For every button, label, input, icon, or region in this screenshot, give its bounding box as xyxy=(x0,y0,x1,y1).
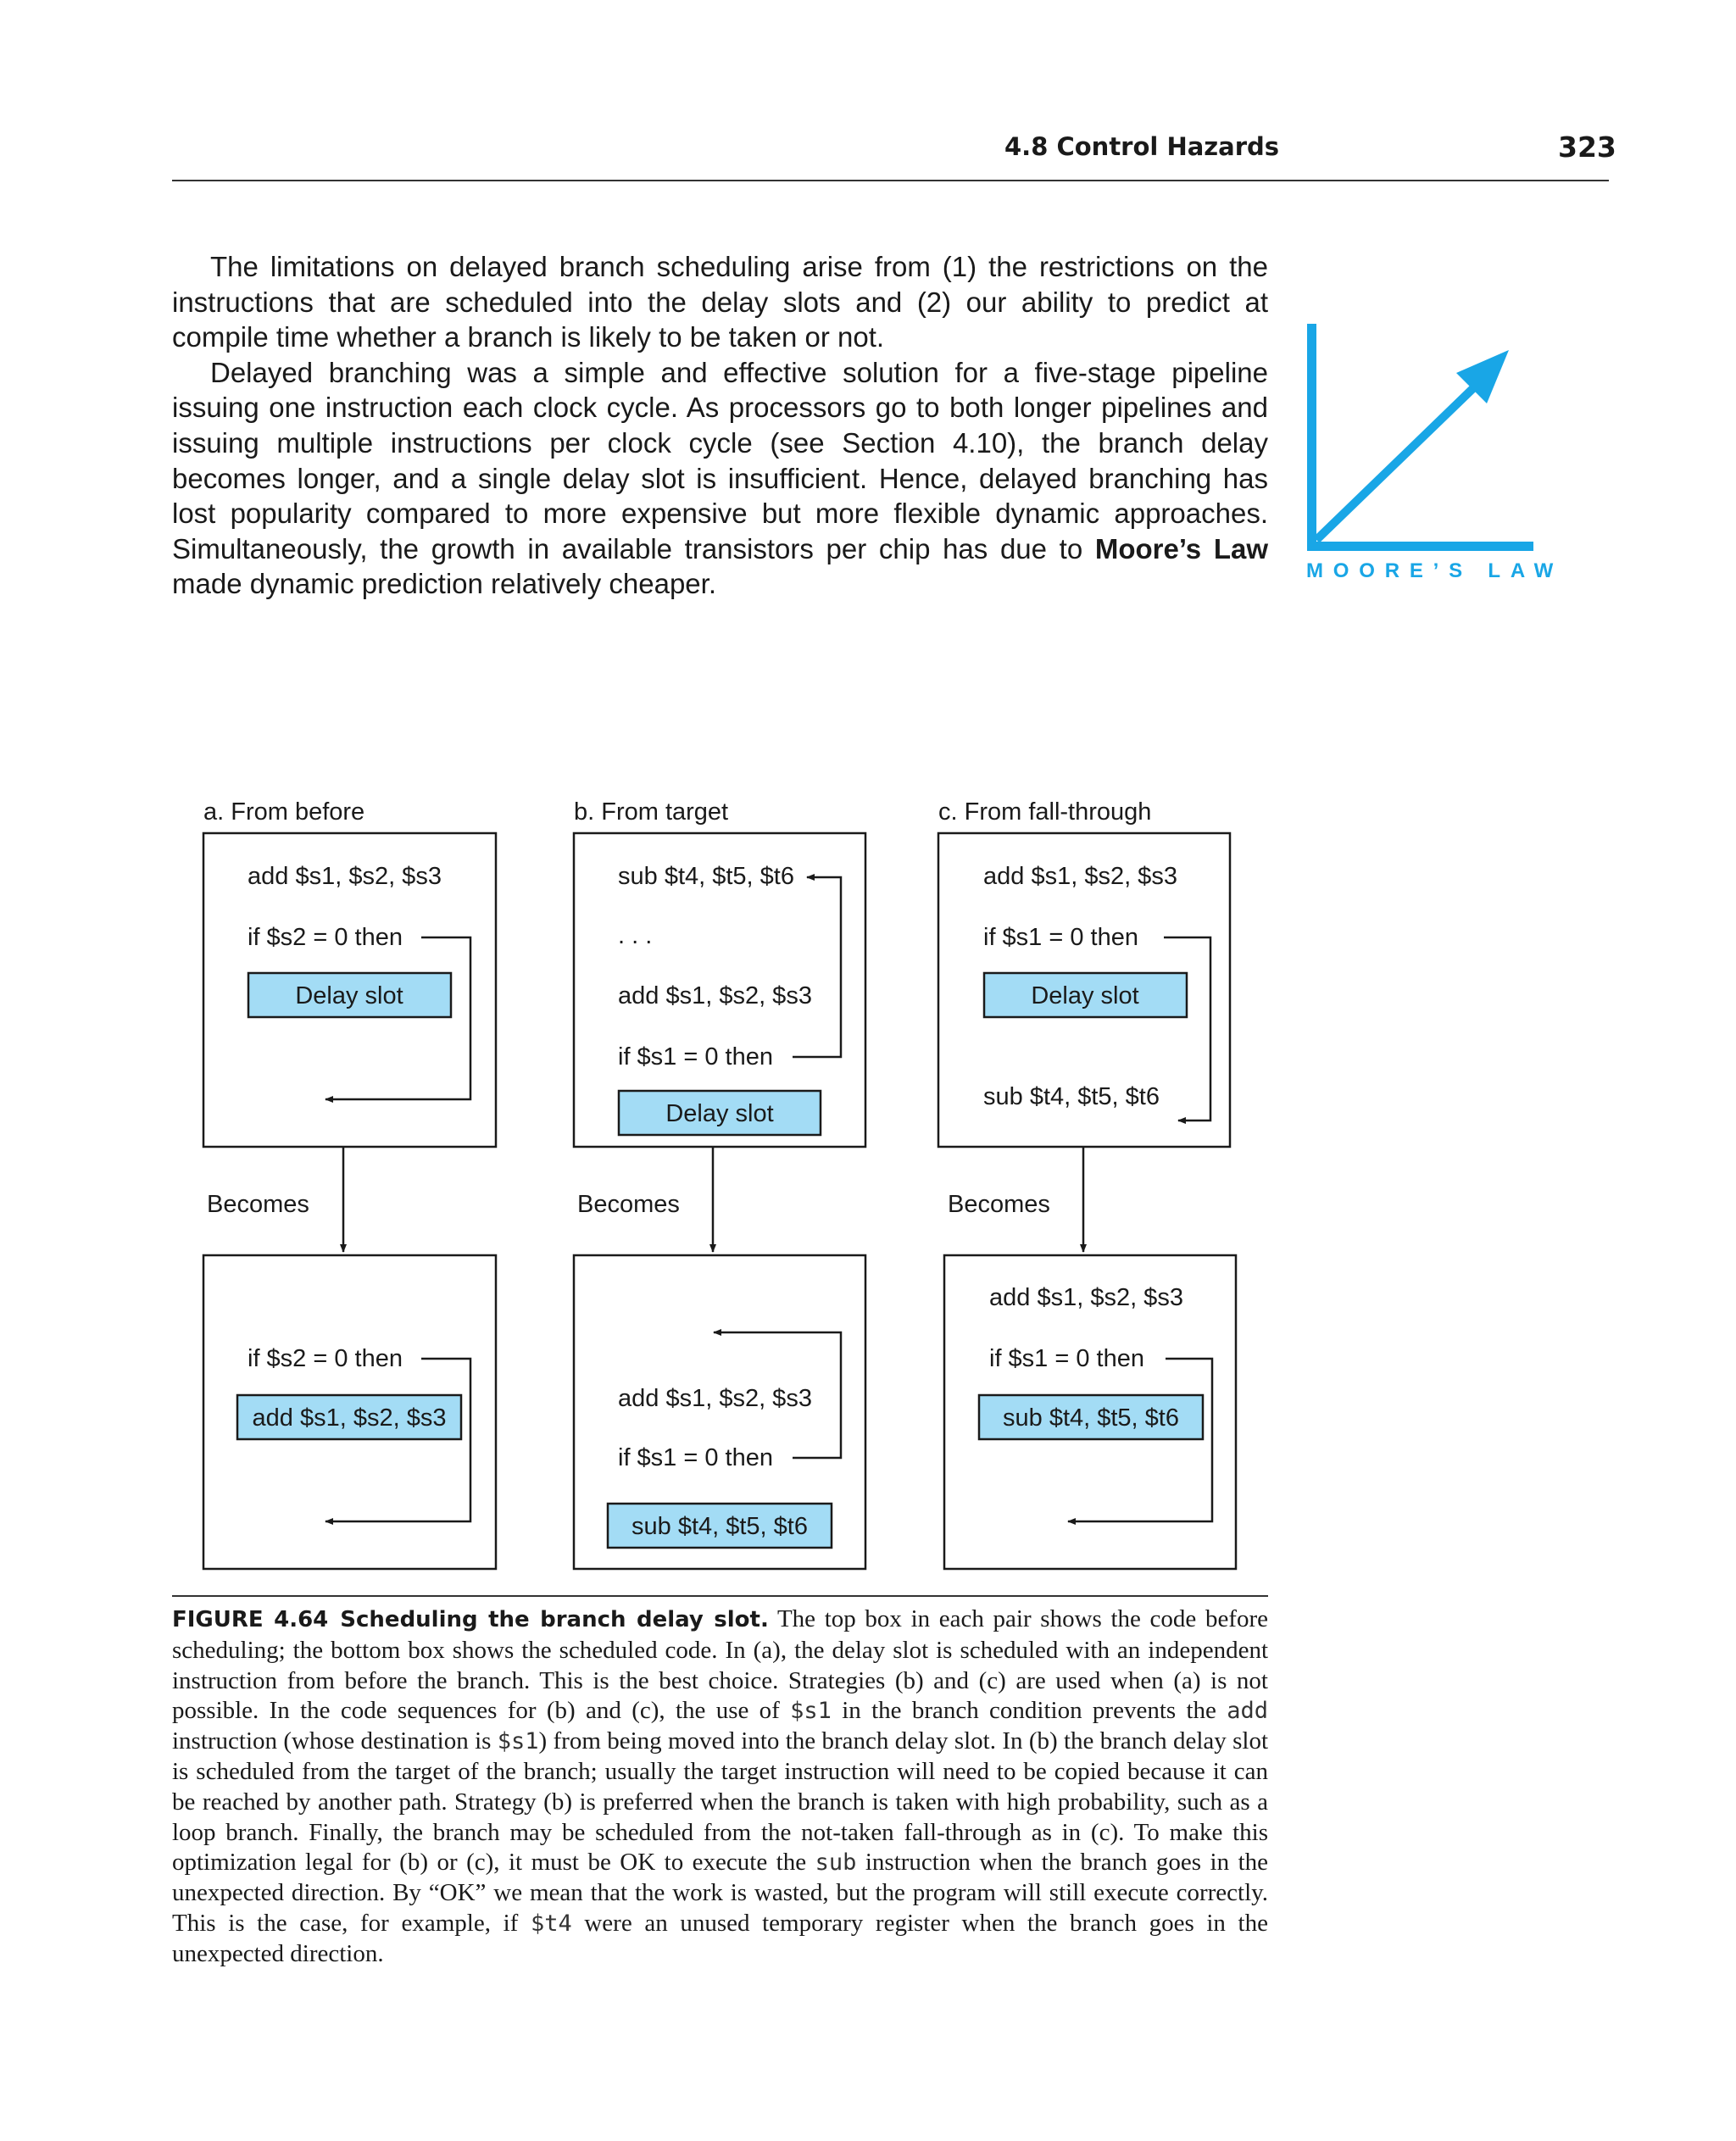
c-before-slot-text: Delay slot xyxy=(1031,982,1139,1009)
c-after-slot-text: sub $t4, $t5, $t6 xyxy=(1003,1404,1179,1432)
caption-code-s1: $s1 xyxy=(790,1698,832,1725)
branch-arrow-a-before xyxy=(326,937,470,1099)
c-after-line1: add $s1, $s2, $s3 xyxy=(989,1284,1183,1311)
a-before-line2: if $s2 = 0 then xyxy=(248,924,403,951)
a-before-slot-text: Delay slot xyxy=(295,982,403,1009)
b-after-line1: add $s1, $s2, $s3 xyxy=(618,1385,812,1412)
a-after-slot-text: add $s1, $s2, $s3 xyxy=(252,1404,447,1432)
c-before-line3: sub $t4, $t5, $t6 xyxy=(983,1083,1160,1110)
figure-rule xyxy=(172,1595,1268,1597)
moores-law-term: Moore’s Law xyxy=(1094,532,1268,564)
caption-text-3: instruction (whose destination is xyxy=(172,1727,498,1755)
b-after-slot-text: sub $t4, $t5, $t6 xyxy=(632,1513,808,1540)
paragraph-2-tail: made dynamic prediction relatively cheaper. xyxy=(172,568,717,600)
becomes-label-b: Becomes xyxy=(577,1191,680,1218)
becomes-label-a: Becomes xyxy=(207,1191,309,1218)
moores-law-label: MOORE’S LAW xyxy=(1306,559,1564,582)
c-after-line2: if $s1 = 0 then xyxy=(989,1345,1144,1372)
b-before-line3: add $s1, $s2, $s3 xyxy=(618,982,812,1009)
becomes-label-c: Becomes xyxy=(948,1191,1050,1218)
caption-text-5: instruction when the branch goes in the unexpected direction. By “OK” we mean that the work is wasted, but the program will still execute correctly. This is the case, for example, if xyxy=(172,1849,1268,1937)
caption-code-sub: sub xyxy=(815,1849,857,1877)
caption-text-4: ) from being moved into the branch delay slot. In (b) the branch delay slot is scheduled from the target of the branch; usually the target instruction will need to be copied because it can be reached by another path. Strategy (b) is preferred when the branch is taken with high probability, such as a loop branch. Finally, the branch may be scheduled from the not-taken fall-through as in (c). To make this optimization legal for (b) or (c), it must be OK to execute the xyxy=(172,1727,1269,1877)
heading-b: b. From target xyxy=(574,798,729,826)
caption-text-2: in the branch condition prevents the xyxy=(831,1697,1227,1725)
c-before-line2: if $s1 = 0 then xyxy=(983,924,1138,951)
figure-caption xyxy=(172,1604,1268,1970)
heading-a: a. From before xyxy=(203,798,365,826)
paragraph-2-text: Delayed branching was a simple and effective solution for a five-stage pipeline issuing one instruction each clock cycle. As processors go to both longer pipelines and issuing multiple instructions per clock cycle (see Section 4.10), the branch delay becomes longer, and a single delay slot is insufficient. Hence, delayed branching has lost popularity compared to more expensive but more flexible dynamic approaches. Simultaneously, the growth in available transistors per chip has due to xyxy=(172,356,1268,564)
branch-arrow-c-before xyxy=(1164,937,1210,1121)
figure-title: Scheduling the branch delay slot. xyxy=(340,1607,769,1632)
caption-code-add: add xyxy=(1227,1698,1268,1725)
b-before-line4: if $s1 = 0 then xyxy=(618,1043,773,1070)
figure-label: FIGURE 4.64 xyxy=(172,1607,329,1632)
b-before-line2: . . . xyxy=(618,922,653,949)
page-number: 323 xyxy=(1558,131,1616,164)
b-before-slot-text: Delay slot xyxy=(665,1100,774,1127)
a-after-line1: if $s2 = 0 then xyxy=(248,1345,403,1372)
paragraph-1-text: The limitations on delayed branch scheduling arise from (1) the restrictions on the instructions that are scheduled into the delay slots and (2) our ability to predict at compile time whether a branch is likely to be taken or not. xyxy=(172,251,1268,353)
b-after-line2: if $s1 = 0 then xyxy=(618,1444,773,1471)
running-header-section: 4.8 Control Hazards xyxy=(1004,132,1280,161)
caption-text-1: The top box in each pair shows the code before scheduling; the bottom box shows the scheduled code. In (a), the delay slot is scheduled with an independent instruction from before the branch. This is the best choice. Strategies (b) and (c) are used when (a) is not possible. In the code sequences for (b) and (c), the use of xyxy=(172,1605,1268,1725)
b-before-line1: sub $t4, $t5, $t6 xyxy=(618,863,794,890)
caption-code-t4: $t4 xyxy=(530,1910,572,1937)
caption-code-s1-dest: $s1 xyxy=(497,1728,539,1755)
caption-text-6: were an unused temporary register when the branch goes in the unexpected direction. xyxy=(172,1909,1268,1967)
a-before-line1: add $s1, $s2, $s3 xyxy=(248,863,442,890)
branch-arrow-b-before xyxy=(793,877,841,1057)
heading-c: c. From fall-through xyxy=(938,798,1152,826)
c-before-line1: add $s1, $s2, $s3 xyxy=(983,863,1177,890)
